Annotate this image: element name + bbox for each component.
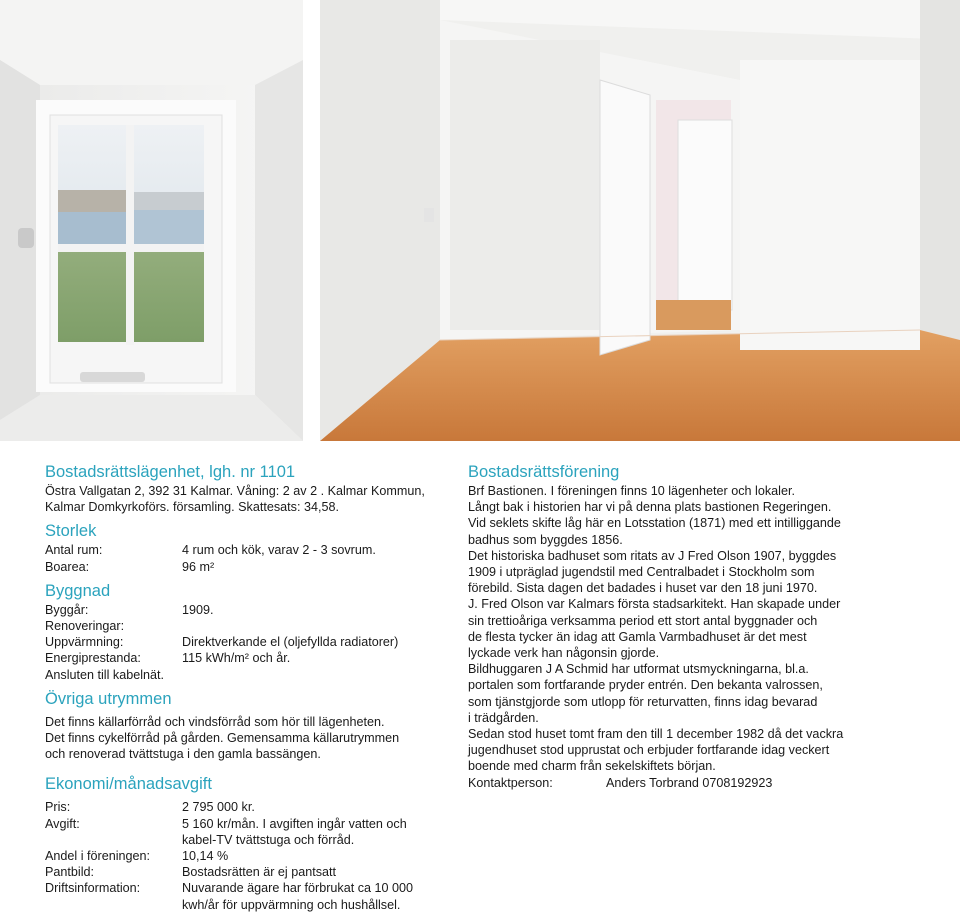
forening-line: Det historiska badhuset som ritats av J Fred Olson 1907, byggdes bbox=[468, 548, 837, 563]
cable-note: Ansluten till kabelnät. bbox=[45, 667, 165, 682]
andel-value: 10,14 % bbox=[182, 849, 229, 864]
byggnad-row bbox=[45, 650, 445, 666]
forening-line: 1909 i utpräglad jugendstil med Centralbadet i Stockholm som bbox=[468, 565, 815, 580]
forening-line: jugendhuset stod upprustat och erbjuder fortfarande idag veckert bbox=[468, 743, 830, 758]
ovriga-line: och renoverad tvättstuga i den gamla bassängen. bbox=[45, 747, 321, 762]
forening-line: Sedan stod huset tomt fram den till 1 december 1982 då det vackra bbox=[468, 727, 844, 742]
row-value: 4 rum och kök, varav 2 - 3 sovrum. bbox=[182, 543, 376, 558]
avgift-value-line: 5 160 kr/mån. I avgiften ingår vatten och bbox=[182, 816, 407, 831]
parish-line: Kalmar Domkyrkoförs. församling. Skattesats: 34,58. bbox=[45, 500, 339, 515]
drift-row bbox=[45, 880, 445, 912]
row-label: Uppvärmning: bbox=[45, 635, 124, 650]
avgift-value bbox=[182, 816, 445, 848]
row-value bbox=[182, 618, 445, 634]
forening-line: i trädgården. bbox=[468, 710, 539, 725]
forening-line: portalen som fortfarande pryder entrén. Den bekanta valrossen, bbox=[468, 678, 823, 693]
right-column bbox=[468, 462, 938, 791]
ovriga-line: Det finns källarförråd och vindsförråd som hör till lägenheten. bbox=[45, 714, 385, 729]
forening-line: Vid seklets skifte låg här en Lotsstation (1871) med ett intilliggande bbox=[468, 516, 841, 531]
forening-line: de flesta tycker än idag att Gamla Varmbadhuset är det mest bbox=[468, 629, 807, 644]
forening-line: som tjänstgjorde som utlopp för returvatten, finns idag bevarad bbox=[468, 694, 818, 709]
pris-label: Pris: bbox=[45, 800, 71, 815]
row-label: Renoveringar: bbox=[45, 619, 125, 634]
ovriga-heading: Övriga utrymmen bbox=[45, 689, 172, 708]
drift-label: Driftsinformation: bbox=[45, 881, 141, 896]
row-label: Byggår: bbox=[45, 602, 89, 617]
left-column bbox=[45, 462, 445, 913]
pantbild-value: Bostadsrätten är ej pantsatt bbox=[182, 865, 337, 880]
ovriga-line: Det finns cykelförråd på gården. Gemensamma källarutrymmen bbox=[45, 731, 400, 746]
listing-title: Bostadsrättslägenhet, lgh. nr 1101 bbox=[45, 463, 296, 481]
avgift-row bbox=[45, 816, 445, 848]
forening-line: Brf Bastionen. I föreningen finns 10 lägenheter och lokaler. bbox=[468, 484, 795, 498]
storlek-row bbox=[45, 559, 445, 575]
row-label: Boarea: bbox=[45, 559, 90, 574]
forening-line: sin trettioåriga verksamma period ett stort antal byggnader och bbox=[468, 613, 818, 628]
byggnad-row bbox=[45, 602, 445, 618]
drift-value-line: Nuvarande ägare har förbrukat ca 10 000 bbox=[182, 881, 414, 896]
row-label: Antal rum: bbox=[45, 543, 103, 558]
pantbild-label: Pantbild: bbox=[45, 865, 95, 880]
byggnad-heading: Byggnad bbox=[45, 581, 111, 600]
ekonomi-heading: Ekonomi/månadsavgift bbox=[45, 775, 212, 794]
row-value: 96 m² bbox=[182, 559, 215, 574]
contact-label: Kontaktperson: bbox=[468, 775, 553, 790]
contact-value: Anders Torbrand 0708192923 bbox=[606, 775, 773, 790]
avgift-label: Avgift: bbox=[45, 816, 80, 831]
drift-value bbox=[182, 880, 445, 912]
row-label: Energiprestanda: bbox=[45, 651, 141, 666]
byggnad-row bbox=[45, 634, 445, 650]
forening-line: J. Fred Olson var Kalmars första stadsarkitekt. Han skapade under bbox=[468, 597, 841, 612]
forening-line: boende med charm från sekelskiftets början. bbox=[468, 759, 716, 774]
storlek-heading: Storlek bbox=[45, 522, 97, 541]
andel-row bbox=[45, 848, 445, 864]
pris-value: 2 795 000 kr. bbox=[182, 800, 255, 815]
drift-value-line: kwh/år för uppvärmning och hushållsel. bbox=[182, 897, 401, 912]
address-line: Östra Vallgatan 2, 392 31 Kalmar. Våning: 2 av 2 . Kalmar Kommun, bbox=[45, 484, 425, 498]
contact-row bbox=[468, 775, 938, 791]
forening-heading: Bostadsrättsförening bbox=[468, 463, 620, 481]
byggnad-row bbox=[45, 618, 445, 634]
storlek-row bbox=[45, 542, 445, 558]
forening-line: Långt bak i historien har vi på denna plats bastionen Regeringen. bbox=[468, 500, 832, 515]
window-photo bbox=[0, 0, 303, 441]
forening-line: lyckade verk han någonsin gjorde. bbox=[468, 646, 660, 661]
row-value: 1909. bbox=[182, 602, 214, 617]
forening-line: badhus som byggdes 1856. bbox=[468, 532, 623, 547]
avgift-value-line: kabel-TV tvättstuga och förråd. bbox=[182, 832, 355, 847]
forening-line: Bildhuggaren J A Schmid har utformat utsmyckningarna, bl.a. bbox=[468, 662, 809, 677]
forening-line: förebild. Sista dagen det badades i huset var den 18 juni 1970. bbox=[468, 581, 818, 596]
pris-row bbox=[45, 799, 445, 815]
pantbild-row bbox=[45, 864, 445, 880]
room-photo bbox=[320, 0, 960, 441]
row-value: 115 kWh/m² och år. bbox=[182, 651, 291, 666]
andel-label: Andel i föreningen: bbox=[45, 849, 151, 864]
row-value: Direktverkande el (oljefyllda radiatorer) bbox=[182, 635, 399, 650]
